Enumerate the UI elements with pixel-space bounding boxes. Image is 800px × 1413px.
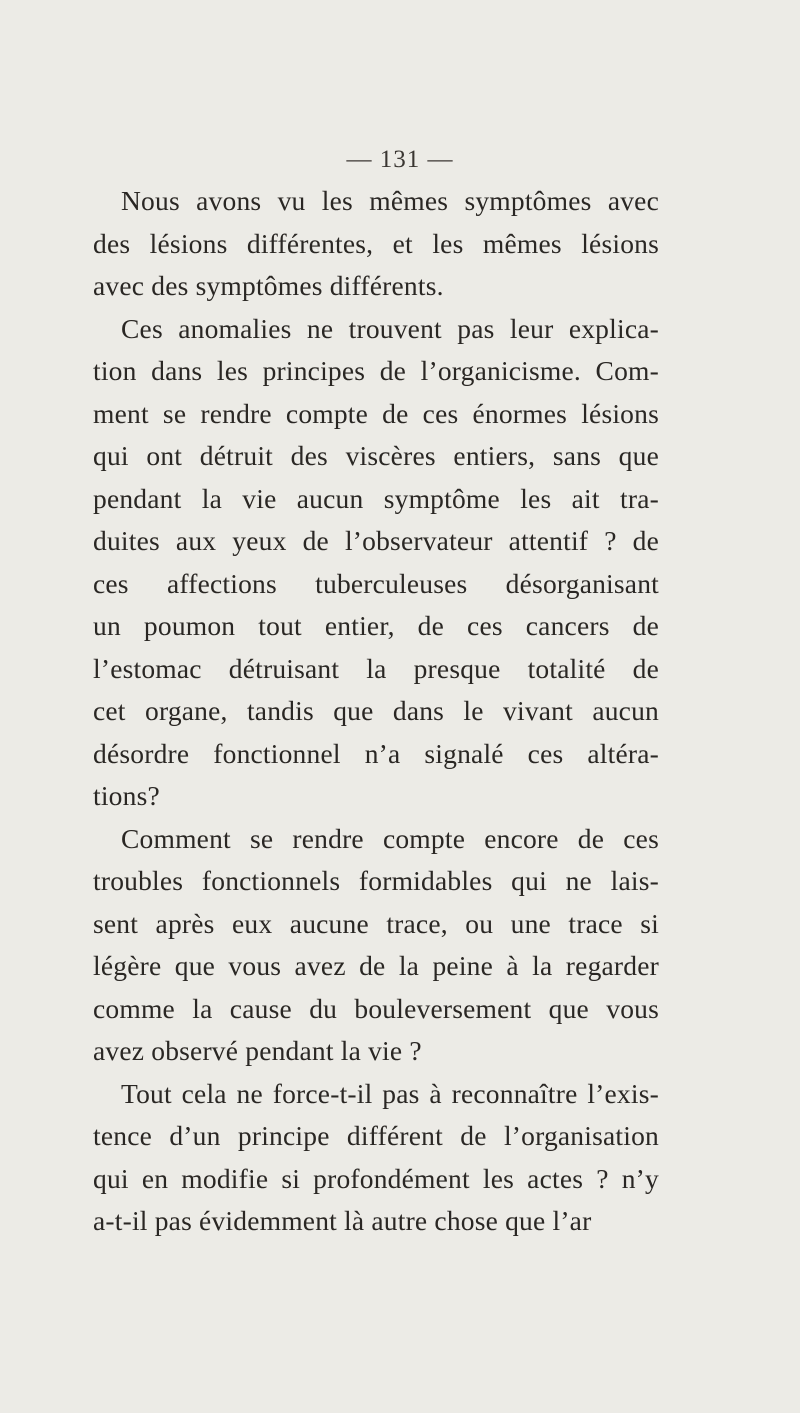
text-line: des lésions différentes, et les mêmes lésions — [93, 227, 659, 259]
text-line: sent après eux aucune trace, ou une trace si — [93, 907, 659, 939]
text-line: Ces anomalies ne trouvent pas leur explica- — [121, 312, 659, 344]
text-line: Tout cela ne force-t-il pas à reconnaître l’exis- — [121, 1077, 659, 1109]
text-line: comme la cause du bouleversement que vous — [93, 992, 659, 1024]
text-line: avec des symptômes différents. — [93, 270, 444, 301]
page-number: — 131 — — [346, 146, 454, 173]
body-text — [93, 180, 659, 1243]
text-line: légère que vous avez de la peine à la regarder — [93, 950, 659, 981]
text-line: ment se rendre compte de ces énormes lésions — [93, 397, 659, 429]
text-line: tions? — [93, 780, 160, 811]
text-line: troubles fonctionnels formidables qui ne lais- — [93, 865, 659, 896]
text-line: tence d’un principe différent de l’organisation — [93, 1120, 659, 1151]
text-line: Nous avons vu les mêmes symptômes avec — [121, 185, 659, 216]
text-line: qui en modifie si profondément les actes ? n’y — [93, 1162, 659, 1194]
text-line: pendant la vie aucun symptôme les ait tra- — [93, 482, 659, 514]
text-line: un poumon tout entier, de ces cancers de — [93, 610, 659, 641]
text-line: l’estomac détruisant la presque totalité de — [93, 652, 659, 684]
text-line: a-t-il pas évidemment là autre chose que l’ar — [93, 1205, 592, 1236]
text-line: cet organe, tandis que dans le vivant aucun — [93, 695, 659, 726]
text-line: désordre fonctionnel n’a signalé ces altéra- — [93, 737, 659, 769]
text-line: tion dans les principes de l’organicisme. Com- — [93, 355, 659, 386]
text-line: ces affections tuberculeuses désorganisant — [93, 567, 659, 599]
text-line: qui ont détruit des viscères entiers, sans que — [93, 440, 659, 471]
text-line: duites aux yeux de l’observateur attentif ? de — [93, 525, 659, 556]
text-line: avez observé pendant la vie ? — [93, 1035, 422, 1066]
text-line: Comment se rendre compte encore de ces — [121, 822, 659, 854]
